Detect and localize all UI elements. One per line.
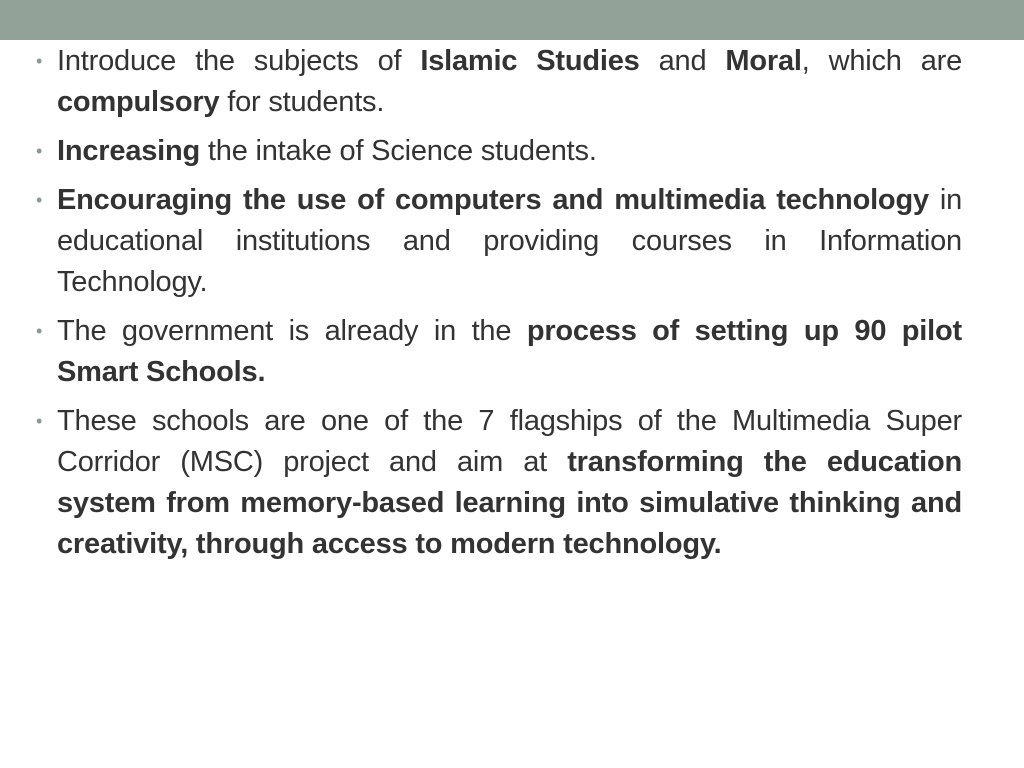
text-run: Introduce the subjects of xyxy=(57,45,421,77)
bullet-text xyxy=(57,315,962,388)
text-run: These schools are one of the 7 flagships of the Multimedia Super Corridor (MSC) project and aim at xyxy=(57,405,962,478)
bullet-item-msc-flagships xyxy=(34,401,962,565)
bullet-item-compulsory-subjects xyxy=(34,41,962,123)
text-run-bold: compulsory xyxy=(57,86,220,118)
bullet-item-computers-multimedia xyxy=(34,180,962,303)
bullet-dot-icon: • xyxy=(36,411,43,431)
text-run: and xyxy=(639,45,726,77)
text-run: the intake of Science students. xyxy=(200,135,597,167)
bullet-text xyxy=(57,405,962,560)
text-run: for students. xyxy=(219,86,385,118)
bullet-list xyxy=(34,41,962,565)
text-run-bold: Encouraging the use of computers and multimedia technology xyxy=(57,184,929,216)
bullet-dot-icon: • xyxy=(36,321,43,341)
bullet-text xyxy=(57,45,962,118)
title-band xyxy=(0,0,1024,40)
bullet-dot-icon: • xyxy=(36,141,43,161)
text-run: , which are xyxy=(801,45,963,77)
text-run-bold: process of setting up 90 pilot Smart Schools. xyxy=(57,315,962,388)
bullet-text xyxy=(57,184,962,298)
text-run-bold: transforming the education system from memory-based learning into simulative thinking and creativity, through access to modern technology. xyxy=(57,446,962,560)
bullet-item-smart-schools xyxy=(34,311,962,393)
slide-body xyxy=(34,41,962,573)
bullet-item-science-intake xyxy=(34,131,962,172)
text-run: The government is already in the xyxy=(57,315,527,347)
text-run: in educational institutions and providing courses in Information Technology. xyxy=(57,184,962,298)
bullet-text xyxy=(57,135,597,167)
bullet-dot-icon: • xyxy=(36,190,43,210)
bullet-dot-icon: • xyxy=(36,51,43,71)
text-run-bold: Moral xyxy=(725,45,802,77)
text-run-bold: Islamic Studies xyxy=(420,45,640,77)
text-run-bold: Increasing xyxy=(57,135,201,167)
